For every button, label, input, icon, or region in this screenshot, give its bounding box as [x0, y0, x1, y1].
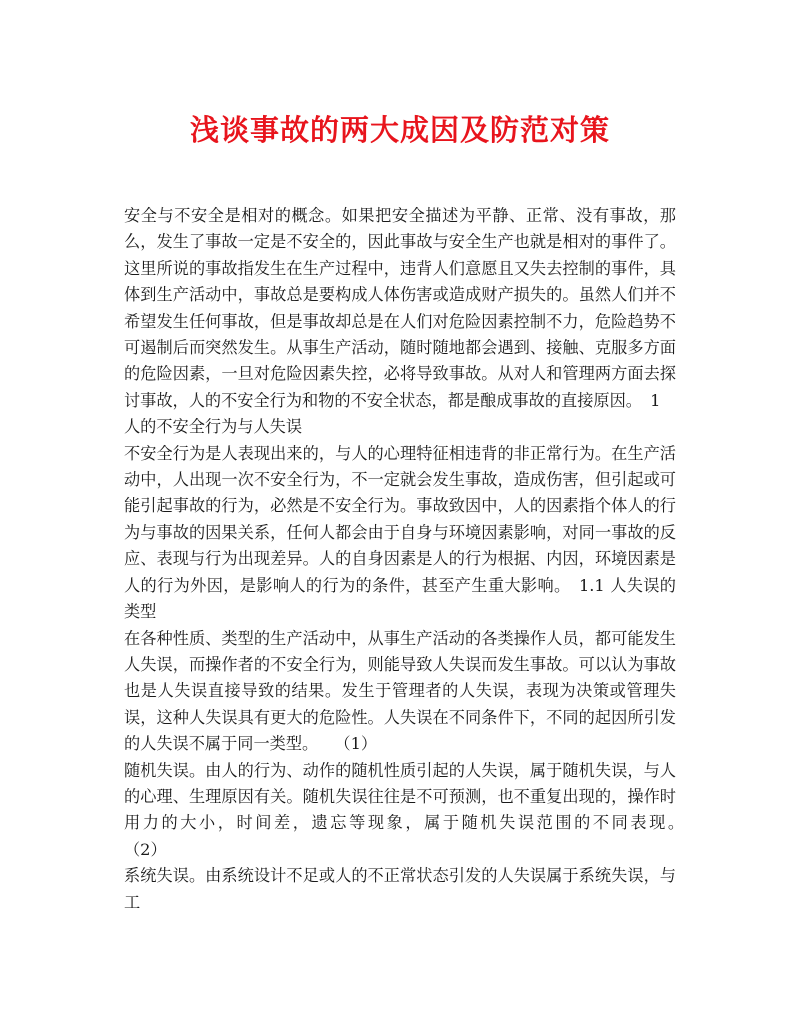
paragraph-system-error: 系统失误。由系统设计不足或人的不正常状态引发的人失误属于系统失误，与工: [124, 866, 676, 912]
section-heading-unsafe-behavior: 人的不安全行为与人失误: [124, 417, 303, 437]
paragraph-random-error: 随机失误。由人的行为、动作的随机性质引起的人失误，属于随机失误，与人的心理、生理原因有关。随机失误往往是不可预测，也不重复出现的，操作时用力的大小，时间差，遗忘等现象，属于随机失误范围的不同表现。 （2）: [124, 760, 725, 859]
paragraph-error-types: 在各种性质、类型的生产活动中，从事生产活动的各类操作人员，都可能发生人失误，而操作者的不安全行为，则能导致人失误而发生事故。可以认为事故也是人失误直接导致的结果。发生于管理者的人失误，表现为决策或管理失误，这种人失误具有更大的危险性。人失误在不同条件下，不同的起因所引发的人失误不属于同一类型。 （1）: [124, 628, 676, 754]
document-body: [124, 203, 725, 916]
paragraph-intro: 安全与不安全是相对的概念。如果把安全描述为平静、正常、没有事故，那么，发生了事故一定是不安全的，因此事故与安全生产也就是相对的事件了。这里所说的事故指发生在生产过程中，违背人们意愿且又失去控制的事件，具体到生产活动中，事故总是要构成人体伤害或造成财产损失的。虽然人们并不希望发生任何事故，但是事故却总是在人们对危险因素控制不力，危险趋势不可遏制后而突然发生。从事生产活动，随时随地都会遇到、接触、克服多方面的危险因素，一旦对危险因素失控，必将导致事故。从对人和管理两方面去探讨事故，人的不安全行为和物的不安全状态，都是酿成事故的直接原因。 1: [124, 206, 676, 410]
document-title: 浅谈事故的两大成因及防范对策: [189, 113, 610, 147]
paragraph-unsafe-behavior: 不安全行为是人表现出来的，与人的心理特征相违背的非正常行为。在生产活动中，人出现一次不安全行为，不一定就会发生事故，造成伤害，但引起或可能引起事故的行为，必然是不安全行为。事故致因中，人的因素指个体人的行为与事故的因果关系，任何人都会由于自身与环境因素影响，对同一事故的反应、表现与行为出现差异。人的自身因素是人的行为根据、内因，环境因素是人的行为外因，是影响人的行为的条件，甚至产生重大影响。 1.1 人失误的类型: [124, 443, 676, 622]
